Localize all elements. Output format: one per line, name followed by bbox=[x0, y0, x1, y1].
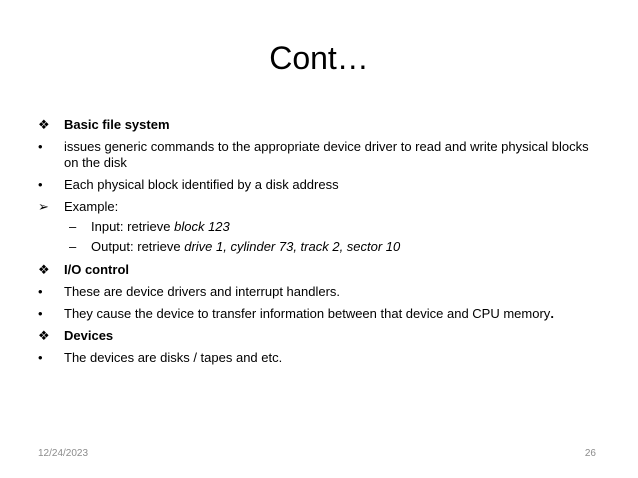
dot-bullet-icon: • bbox=[38, 350, 43, 365]
dot-bullet-icon: • bbox=[38, 139, 43, 154]
dot-bullet-icon: • bbox=[38, 177, 43, 192]
sub-item-prefix: Input: retrieve bbox=[91, 219, 175, 234]
list-item bbox=[38, 328, 603, 344]
list-item-text: These are device drivers and interrupt handlers. bbox=[64, 284, 341, 299]
diamond-bullet-icon: ❖ bbox=[38, 117, 50, 132]
list-item-text: Each physical block identified by a disk address bbox=[64, 177, 339, 192]
dot-bullet-icon: • bbox=[38, 306, 43, 321]
list-item bbox=[38, 262, 603, 278]
list-item bbox=[38, 199, 603, 215]
heading-devices: Devices bbox=[64, 328, 114, 343]
list-item-text: The devices are disks / tapes and etc. bbox=[64, 350, 283, 365]
dot-bullet-icon: • bbox=[38, 284, 43, 299]
page-number: 26 bbox=[584, 448, 596, 459]
slide-title: Cont… bbox=[269, 40, 369, 76]
sub-item-emphasis: drive 1, cylinder 73, track 2, sector 10 bbox=[184, 239, 401, 254]
footer-date: 12/24/2023 bbox=[38, 448, 89, 459]
sub-item-prefix: Output: retrieve bbox=[91, 239, 185, 254]
list-item bbox=[38, 177, 603, 193]
sub-item-text bbox=[69, 239, 603, 255]
dash-bullet-icon: – bbox=[69, 219, 77, 234]
list-item-text: issues generic commands to the appropriate device driver to read and write physical blocks on the disk bbox=[64, 139, 589, 170]
list-item-body: They cause the device to transfer information between that device and CPU memory bbox=[64, 306, 551, 321]
list-item bbox=[38, 284, 603, 300]
dash-bullet-icon: – bbox=[69, 239, 77, 254]
list-item bbox=[38, 117, 603, 133]
sub-item-text bbox=[69, 219, 603, 235]
list-item bbox=[38, 306, 603, 322]
sub-item-emphasis: block 123 bbox=[174, 219, 230, 234]
heading-basic-file-system: Basic file system bbox=[64, 117, 170, 132]
arrow-bullet-icon: ➢ bbox=[38, 199, 49, 214]
sub-list-item bbox=[69, 239, 603, 255]
diamond-bullet-icon: ❖ bbox=[38, 262, 50, 277]
list-item bbox=[38, 139, 603, 171]
sub-list-item bbox=[69, 219, 603, 235]
list-item bbox=[38, 350, 603, 366]
list-item-text bbox=[38, 306, 603, 322]
bullet-list bbox=[38, 117, 603, 366]
diamond-bullet-icon: ❖ bbox=[38, 328, 50, 343]
heading-io-control: I/O control bbox=[64, 262, 129, 277]
list-item-text: Example: bbox=[64, 199, 119, 214]
list-item-suffix: . bbox=[550, 306, 554, 321]
